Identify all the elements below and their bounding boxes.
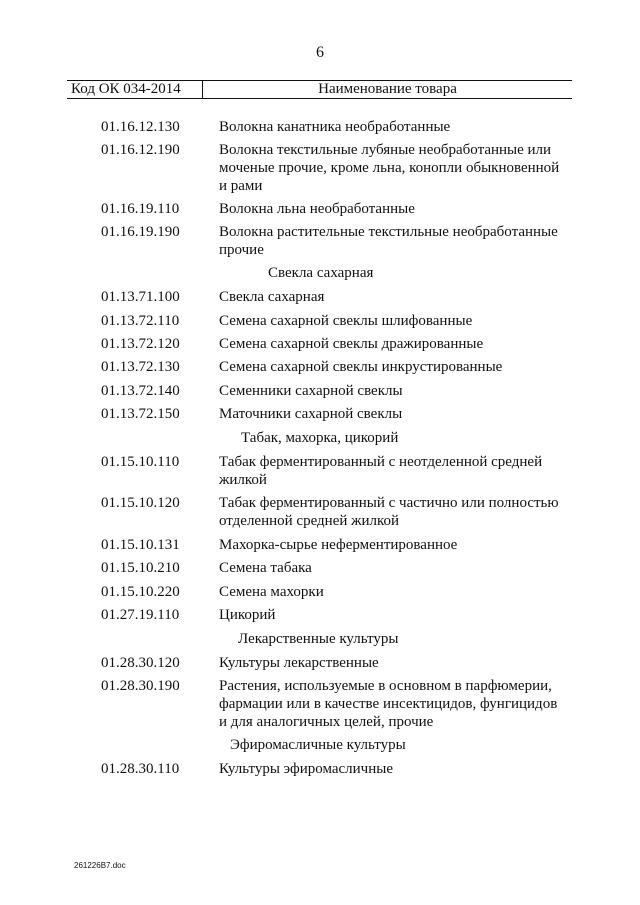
section-heading: Эфиромасличные культуры	[230, 737, 406, 753]
row-code: 01.15.10.220	[101, 584, 180, 600]
row-name: Культуры эфиромасличные	[219, 761, 393, 777]
section-heading: Лекарственные культуры	[238, 631, 399, 647]
table-header	[67, 80, 572, 99]
row-code: 01.27.19.110	[101, 607, 180, 623]
row-name: Семена махорки	[219, 584, 324, 600]
section-heading: Свекла сахарная	[268, 265, 374, 281]
row-name: Свекла сахарная	[219, 289, 325, 305]
row-name: Волокна растительные текстильные необработанные прочие	[219, 224, 558, 258]
footer-file-name: 261226B7.doc	[74, 861, 126, 870]
row-name: Маточники сахарной свеклы	[219, 406, 403, 422]
header-name-column: Наименование товара	[318, 81, 457, 97]
row-code: 01.13.72.110	[101, 313, 180, 329]
row-code: 01.13.71.100	[101, 289, 180, 305]
row-code: 01.15.10.131	[101, 537, 180, 553]
row-name: Семена табака	[219, 560, 312, 576]
row-code: 01.28.30.110	[101, 761, 180, 777]
row-name: Табак ферментированный с неотделенной средней жилкой	[219, 454, 543, 488]
section-heading: Табак, махорка, цикорий	[241, 430, 399, 446]
row-code: 01.13.72.120	[101, 336, 180, 352]
row-code: 01.15.10.110	[101, 454, 180, 470]
row-code: 01.16.12.190	[101, 142, 180, 158]
row-code: 01.13.72.140	[101, 383, 180, 399]
row-name: Цикорий	[219, 607, 276, 623]
page-number: 6	[316, 44, 324, 61]
row-name: Табак ферментированный с частично или полностью отделенной средней жилкой	[219, 495, 559, 529]
row-name: Волокна льна необработанные	[219, 201, 415, 217]
row-name: Семена сахарной свеклы шлифованные	[219, 313, 473, 329]
row-name: Махорка-сырье неферментированное	[219, 537, 458, 553]
row-code: 01.13.72.130	[101, 359, 180, 375]
row-code: 01.16.19.110	[101, 201, 180, 217]
row-code: 01.28.30.190	[101, 678, 180, 694]
row-code: 01.15.10.120	[101, 495, 180, 511]
row-code: 01.13.72.150	[101, 406, 180, 422]
row-name: Семена сахарной свеклы дражированные	[219, 336, 484, 352]
row-name: Волокна канатника необработанные	[219, 119, 451, 135]
header-code-column: Код ОК 034-2014	[71, 81, 181, 97]
row-name: Волокна текстильные лубяные необработанные или моченые прочие, кроме льна, конопли обыкновенной и рами	[219, 142, 560, 194]
row-name: Растения, используемые в основном в парфюмерии, фармации или в качестве инсектицидов, фунгицидов и для аналогичных целей, прочие	[219, 678, 558, 730]
row-name: Культуры лекарственные	[219, 655, 379, 671]
row-name: Семена сахарной свеклы инкрустированные	[219, 359, 503, 375]
row-code: 01.16.19.190	[101, 224, 180, 240]
row-code: 01.28.30.120	[101, 655, 180, 671]
row-name: Семенники сахарной свеклы	[219, 383, 403, 399]
row-code: 01.15.10.210	[101, 560, 180, 576]
row-code: 01.16.12.130	[101, 119, 180, 135]
